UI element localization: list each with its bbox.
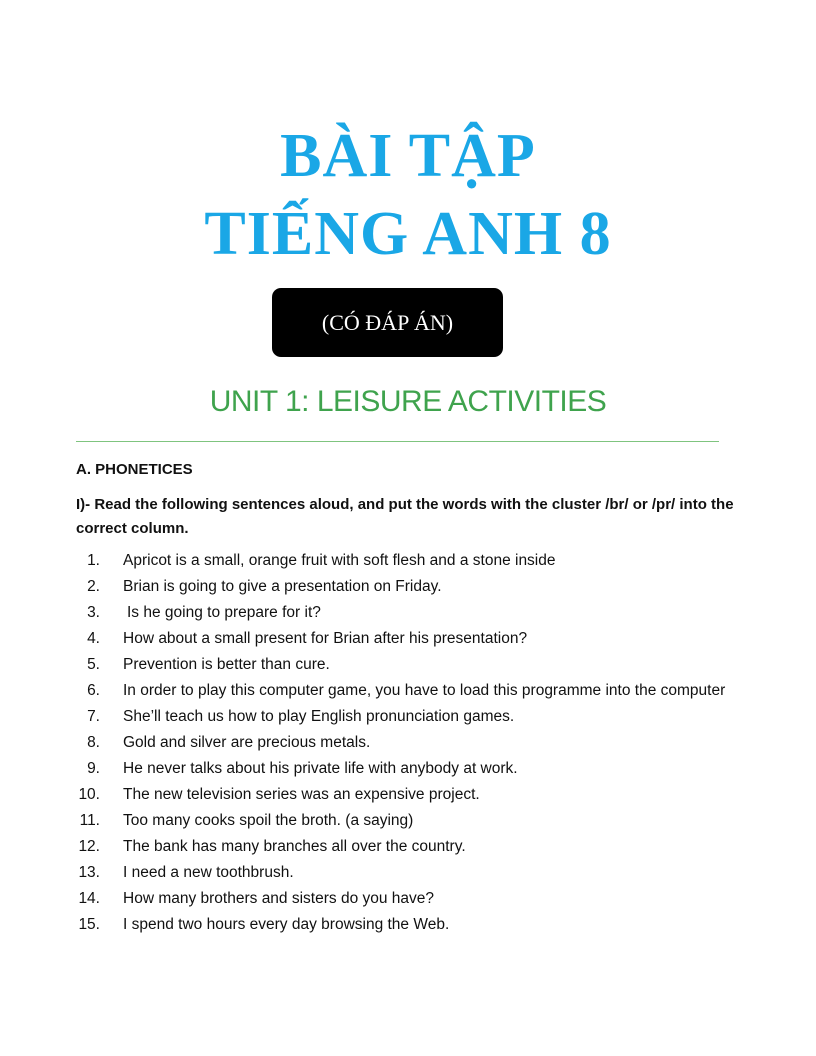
exercise-instruction: I)- Read the following sentences aloud, and put the words with the cluster /br/ or /pr/ into the correct column.: [76, 496, 734, 537]
sentence-list: [0, 548, 816, 938]
item-text: Apricot is a small, orange fruit with soft flesh and a stone inside: [123, 552, 556, 569]
section-label: A. PHONETICES: [76, 461, 193, 478]
item-text: Too many cooks spoil the broth. (a saying): [123, 812, 414, 829]
list-item: [0, 730, 816, 756]
item-text: Gold and silver are precious metals.: [123, 734, 371, 751]
item-text: The bank has many branches all over the country.: [123, 838, 466, 855]
list-item: [0, 678, 816, 704]
item-number: 10.: [78, 786, 100, 803]
item-number: 4.: [87, 630, 100, 647]
list-item: [0, 756, 816, 782]
item-text: How many brothers and sisters do you have?: [123, 890, 435, 907]
item-text: I need a new toothbrush.: [123, 864, 294, 881]
item-text: Brian is going to give a presentation on Friday.: [123, 578, 442, 595]
answer-badge-label: (CÓ ĐÁP ÁN): [321, 309, 454, 335]
item-number: 11.: [79, 812, 100, 829]
unit-heading: UNIT 1: LEISURE ACTIVITIES: [209, 385, 607, 418]
list-item: [0, 574, 816, 600]
item-number: 13.: [78, 864, 100, 881]
item-number: 12.: [78, 838, 100, 855]
item-number: 5.: [87, 656, 100, 673]
list-item: [0, 808, 816, 834]
item-number: 1.: [87, 552, 100, 569]
item-number: 15.: [78, 916, 100, 933]
list-item: [0, 626, 816, 652]
divider: [76, 441, 719, 442]
list-item: [0, 704, 816, 730]
item-number: 8.: [87, 734, 100, 751]
list-item: [0, 652, 816, 678]
title-line-1: BÀI TẬP: [280, 122, 536, 190]
list-item: [0, 860, 816, 886]
item-text: He never talks about his private life with anybody at work.: [123, 760, 518, 777]
item-number: 7.: [87, 708, 100, 725]
list-item: [0, 912, 816, 938]
item-number: 3.: [87, 604, 100, 621]
item-text: She’ll teach us how to play English pronunciation games.: [123, 708, 515, 725]
list-item: [0, 548, 816, 574]
item-text: I spend two hours every day browsing the Web.: [123, 916, 450, 933]
item-text: The new television series was an expensive project.: [123, 786, 480, 803]
list-item: [0, 834, 816, 860]
item-text: In order to play this computer game, you have to load this programme into the computer: [123, 682, 726, 699]
item-number: 2.: [87, 578, 100, 595]
item-number: 9.: [87, 760, 100, 777]
item-number: 14.: [78, 890, 100, 907]
title-line-2: TIẾNG ANH 8: [204, 200, 612, 268]
list-item: [0, 782, 816, 808]
item-text: Prevention is better than cure.: [123, 656, 330, 673]
answer-badge: [272, 288, 503, 357]
item-number: 6.: [87, 682, 100, 699]
item-text: How about a small present for Brian after his presentation?: [123, 630, 528, 647]
list-item: [0, 600, 816, 626]
list-item: [0, 886, 816, 912]
item-text: Is he going to prepare for it?: [127, 604, 321, 621]
